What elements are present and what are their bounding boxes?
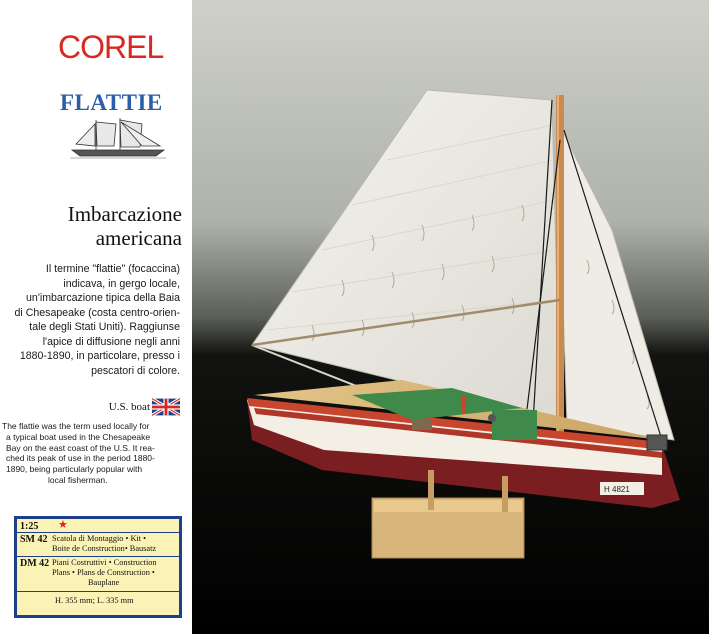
model-name: FLATTIE (60, 90, 163, 115)
corel-logo (58, 28, 168, 68)
star-icon: ★ (58, 519, 68, 531)
kit-description: Scatola di Montaggio • Kit • Boite de Construction• Bausatz (52, 534, 157, 553)
text-column (0, 0, 192, 634)
plans-row (17, 557, 179, 592)
svg-text:H 4821: H 4821 (604, 485, 630, 494)
page-title: Imbarcazione americana (67, 202, 182, 250)
model-photo (192, 0, 709, 634)
dimensions-row (17, 592, 179, 610)
scale-value: 1:25 (20, 520, 39, 532)
kit-code: SM 42 (20, 534, 48, 545)
spec-box (14, 516, 182, 618)
kit-row (17, 533, 179, 557)
origin-label: U.S. boat (108, 401, 150, 413)
svg-text:COREL: COREL (58, 29, 164, 65)
description-italian: Il termine "flattie" (focaccina) indicava, in gergo locale, un'imbarcazione tipica della Baia di Chesapeake (costa centro-orien- tale degli Stati Uniti). Raggiunse l'apice di diffusione negli anni 1880-1890, in particolare, presso i pescatori di colore. (14, 263, 180, 377)
language-marker (109, 398, 180, 416)
description-english: The flattie was the term used locally for a typical boat used in the Chesapeake Bay on the east coast of the U.S. It rea- ched its peak of use in the period 1880- 1890, being particularly popular with local fisherman. (2, 421, 155, 485)
uk-flag-icon (152, 398, 180, 416)
plans-description: Piani Costruttivi • Construction Plans • Plans de Construction • Bauplane (52, 558, 157, 587)
schooner-sketch-icon (68, 116, 168, 160)
dimensions: H. 355 mm; L. 335 mm (55, 596, 134, 605)
plans-code: DM 42 (20, 558, 50, 569)
scale-row (17, 519, 179, 533)
